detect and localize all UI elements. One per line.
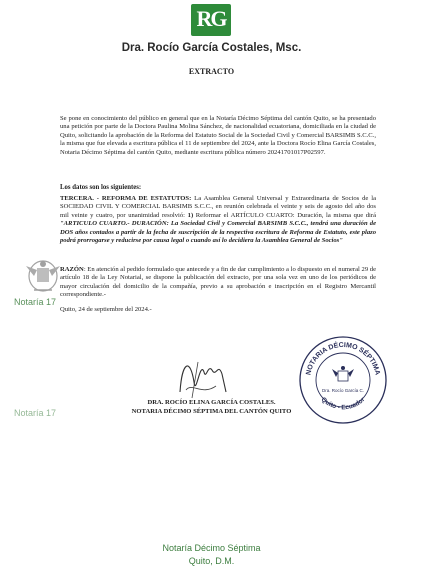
razon-text: : En atención al pedido formulado que antecede y a fin de dar cumplimiento a lo dispuesto en el numeral 29 de artículo 18 de la Ley Notarial, se dispone la publicación del extracto, por una sola vez en uno de los periódicos de mayor circulación del domicilio de la compañía, previo a su aprobación e inscripción en el Registro Mercantil correspondiente.- <box>60 266 376 299</box>
signatory-title: NOTARIA DÉCIMO SÉPTIMA DEL CANTÓN QUITO <box>131 408 292 415</box>
tercera-item: 1) <box>187 211 194 219</box>
handwritten-signature <box>172 352 232 402</box>
seal-emblem-icon <box>332 366 354 381</box>
tercera-quote: "ARTICULO CUARTO.- DURACIÓN: La Sociedad Civil y Comercial BARSIMB S.C.C., tendrá una duración de DOS años contados a partir de la fecha de suscripción de la respectiva escritura de Reforma de Estatuto, este plazo podrá prorrogarse y reducirse por causa legal o cuando así lo decidiera la Asamblea General de Socios" <box>60 220 376 245</box>
tercera-label: TERCERA. - REFORMA DE ESTATUTOS: <box>60 195 192 202</box>
coat-of-arms-watermark-icon <box>20 256 66 298</box>
footer-office-name: Notaría Décimo Séptima <box>162 543 261 553</box>
razon-label: RAZÓN <box>60 266 84 273</box>
side-watermark-label: Notaría 17 <box>14 297 57 307</box>
footer-city: Quito, D.M. <box>188 556 235 566</box>
data-heading: Los datos son los siguientes: <box>60 184 142 191</box>
intro-paragraph: Se pone en conocimiento del público en general que en la Notaría Décimo Séptima del cantón Quito, se ha presentado una petición por parte de la Doctora Paulina Molina Sánchez, de nacionalidad ecuatoriana, domiciliada en la ciudad de Quito, solicitando la aprobación de la Reforma del Estatuto Social de la Sociedad Civil y Comercial BARSIMB S.C.C., la misma que fue elevada a escritura pública el 11 de septiembre del 2024, ante la Doctora Rocío Elina García Costales, Notaria Décimo Séptima del cantón Quito, mediante escritura pública número 20241701017P02597. <box>60 115 376 156</box>
razon-paragraph <box>60 266 376 300</box>
side-watermark-label-faded: Notaría 17 <box>14 408 57 418</box>
seal-bottom-text: Quito - Ecuador <box>319 396 367 412</box>
tercera-text: La Asamblea General Universal y Extraordinaria de Socios de la SOCIEDAD CIVIL Y COMERCIAL BARSIMB S.C.C., en reunión celebrada el veinte y seis de agosto del año dos mil veinte y cuatro, por unanimidad resolvió: <box>60 195 376 219</box>
tercera-paragraph <box>60 195 376 245</box>
notary-name: Dra. Rocío García Costales, Msc. <box>121 42 302 54</box>
tercera-text2: Reformar el ARTÍCULO CUARTO: Duración, la misma que dirá <box>193 211 377 219</box>
logo-letters: RG <box>196 6 226 31</box>
seal-center-text: Dra. Rocío García C. <box>321 388 365 393</box>
date-line: Quito, 24 de septiembre del 2024.- <box>60 306 152 313</box>
notary-logo <box>191 4 231 36</box>
seal-top-text: NOTARIA DÉCIMO SÉPTIMA <box>305 341 381 376</box>
signatory-name: DRA. ROCÍO ELINA GARCÍA COSTALES. <box>147 399 276 406</box>
document-title: EXTRACTO <box>188 67 235 76</box>
